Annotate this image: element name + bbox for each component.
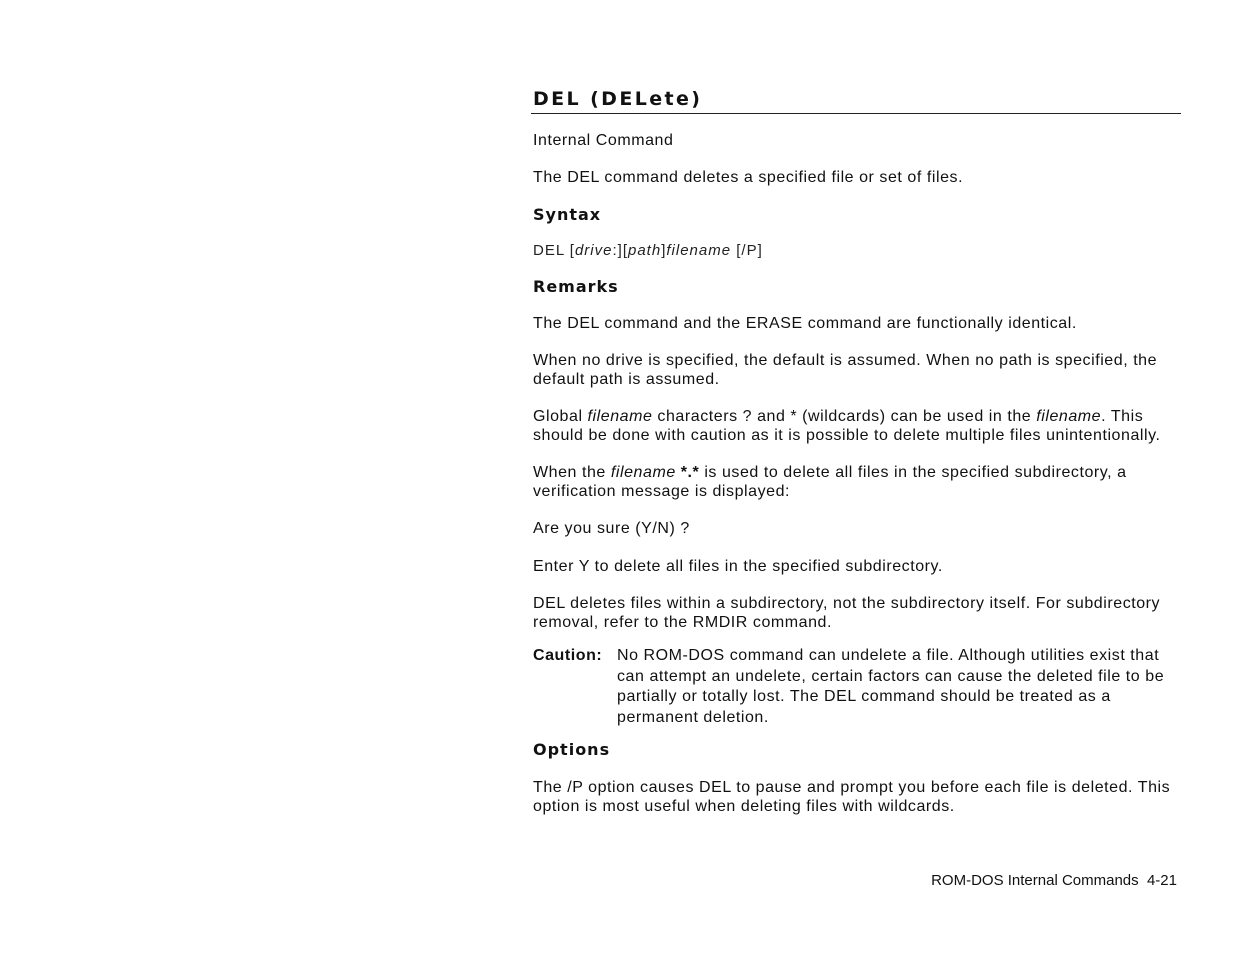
remark-3-a: Global bbox=[533, 408, 588, 425]
remark-3-filename-1: filename bbox=[587, 408, 653, 425]
syntax-suffix: [/P] bbox=[731, 242, 763, 259]
command-type: Internal Command bbox=[533, 132, 674, 149]
remark-2: When no drive is specified, the default is assumed. When no path is specified, the default path is assumed. bbox=[533, 352, 1158, 388]
remark-4-wildcard: *.* bbox=[675, 464, 700, 481]
options-text: The /P option causes DEL to pause and prompt you before each file is deleted. This option is most useful when deleting files with wildcards. bbox=[533, 779, 1171, 815]
caution-label: Caution: bbox=[533, 647, 603, 664]
caution-block bbox=[533, 646, 1181, 728]
remark-4 bbox=[533, 463, 1181, 501]
syntax-drive: drive bbox=[574, 242, 613, 259]
options-heading: Options bbox=[533, 740, 611, 759]
syntax-filename: filename bbox=[666, 242, 732, 259]
remark-6: Enter Y to delete all files in the specified subdirectory. bbox=[533, 558, 943, 575]
remark-3-c: . This should be done with caution as it is possible to delete multiple files unintentionally. bbox=[533, 408, 1161, 444]
syntax-prefix: DEL [ bbox=[533, 242, 575, 259]
description: The DEL command deletes a specified file or set of files. bbox=[533, 169, 964, 186]
syntax-line bbox=[533, 241, 1181, 261]
remark-1: The DEL command and the ERASE command are functionally identical. bbox=[533, 315, 1077, 332]
remarks-heading: Remarks bbox=[533, 277, 619, 296]
remark-4-b: is used to delete all files in the specified subdirectory, a verification message is displayed: bbox=[533, 464, 1127, 500]
document-page bbox=[533, 86, 1181, 816]
syntax-after-drive: :][ bbox=[612, 242, 628, 259]
syntax-heading: Syntax bbox=[533, 205, 602, 224]
verification-message: Are you sure (Y/N) ? bbox=[533, 520, 690, 537]
remark-3-b: characters ? and * (wildcards) can be used in the bbox=[652, 408, 1037, 425]
remark-4-a: When the bbox=[533, 464, 611, 481]
remark-3 bbox=[533, 407, 1181, 445]
remark-4-filename: filename bbox=[610, 464, 676, 481]
remark-7: DEL deletes files within a subdirectory, not the subdirectory itself. For subdirectory removal, refer to the RMDIR command. bbox=[533, 595, 1161, 631]
syntax-path: path bbox=[628, 242, 662, 259]
title-rule bbox=[531, 86, 1181, 114]
caution-text: No ROM-DOS command can undelete a file. Although utilities exist that can attempt an undelete, certain factors can cause the deleted file to be partially or totally lost. The DEL command should be treated as a permanent deletion. bbox=[617, 647, 1165, 726]
remark-3-filename-2: filename bbox=[1036, 408, 1102, 425]
syntax-after-path: ] bbox=[661, 242, 667, 259]
page-title: DEL (DELete) bbox=[533, 88, 703, 110]
page-footer: ROM-DOS Internal Commands 4-21 bbox=[931, 872, 1177, 889]
